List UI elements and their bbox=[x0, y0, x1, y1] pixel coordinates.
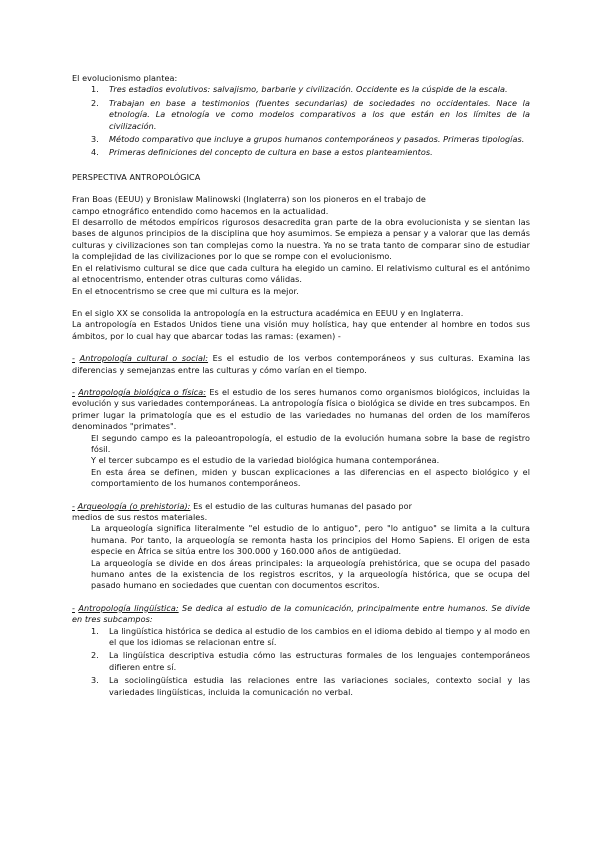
intro-lead: El evolucionismo plantea: bbox=[72, 73, 178, 83]
linguistica-dash: - bbox=[72, 602, 75, 613]
arqueologia-section bbox=[72, 501, 530, 512]
indented-paragraph: El segundo campo es la paleoantropología, el estudio de la evolución humana sobre la base de registro fósil. bbox=[91, 432, 530, 454]
cultural-text: Es el estudio de los verbos contemporáneos y sus culturas. Examina las diferencias y semejanzas entre las culturas y cómo varían en el tiempo. bbox=[72, 353, 531, 375]
biologica-title: Antropología biológica o física: bbox=[78, 386, 207, 397]
linguistica-text: Se dedica al estudio de la comunicación, principalmente entre humanos. Se divide en tres subcampos: bbox=[72, 602, 530, 625]
paragraph: campo etnográfico entendido como hacemos en la actualidad. bbox=[72, 205, 329, 216]
list-item: 1. Tres estadios evolutivos: salvajismo, barbarie y civilización. Occidente es la cúspide de la escala. bbox=[91, 84, 508, 95]
paragraph: La antropología en Estados Unidos tiene una visión muy holística, hay que entender al hombre en todos sus ámbitos, por lo cual hay que abarcar todas las ramas: (examen) - bbox=[72, 319, 530, 341]
list-item: 2. Trabajan en base a testimonios (fuentes secundarias) de sociedades no occidentales. Nace la etnología. La etnología ve como modelos comparativos a los que están en los límites de la civilización. bbox=[91, 97, 530, 131]
indented-paragraph: La arqueología se divide en dos áreas principales: la arqueología prehistórica, que se ocupa del pasado humano antes de la existencia de los registros escritos, y la arqueología histórica, que se ocupa del pasado humano en sociedades que cuentan con documentos escritos. bbox=[91, 557, 530, 591]
cultural-title: Antropología cultural o social: bbox=[79, 353, 209, 364]
biologica-dash: - bbox=[72, 386, 75, 397]
document-body bbox=[72, 73, 530, 700]
indented-paragraph: Y el tercer subcampo es el estudio de la variedad biológica humana contemporánea. bbox=[91, 455, 440, 466]
list-item: 3. Método comparativo que incluye a grupos humanos contemporáneos y pasados. Primeras tipologías. bbox=[91, 134, 525, 145]
cultural-section bbox=[72, 353, 530, 376]
list-item: 2. La lingüística descriptiva estudia cómo las estructuras formales de los lenguajes contemporáneos difieren entre sí. bbox=[91, 650, 530, 672]
biologica-text: Es el estudio de los seres humanos como organismos biológicos, incluidas la evolución y sus variedades contemporáneas. La antropología física o biológica se divide en tres subcampos. En primer lugar la primatología que es el estudio de las variedades no humanas del orden de los mamíferos denominados "primates". bbox=[72, 386, 531, 432]
linguistica-list bbox=[72, 626, 530, 698]
paragraph: En el etnocentrismo se cree que mi cultura es la mejor. bbox=[72, 285, 299, 296]
evolucionismo-list bbox=[72, 84, 530, 158]
paragraph: medios de sus restos materiales. bbox=[72, 512, 208, 522]
linguistica-title: Antropología lingüística: bbox=[78, 602, 179, 613]
paragraph: En el relativismo cultural se dice que cada cultura ha elegido un camino. El relativismo cultural es el antónimo al etnocentrismo, entender otras culturas como válidas. bbox=[72, 262, 530, 285]
list-item: 3. La sociolingüística estudia las relaciones entre las variaciones sociales, contexto social y las variedades lingüísticas, incluida la comunicación no verbal. bbox=[91, 675, 530, 697]
indented-paragraph: En esta área se definen, miden y buscan explicaciones a las diferencias en el aspecto biológico y el comportamiento de los humanos contemporáneos. bbox=[91, 466, 530, 489]
arqueologia-dash: - bbox=[72, 500, 75, 511]
linguistica-section bbox=[72, 603, 530, 626]
arqueologia-text: Es el estudio de las culturas humanas del pasado por bbox=[193, 500, 412, 511]
biologica-section bbox=[72, 387, 530, 433]
indented-paragraph: La arqueología significa literalmente "el estudio de lo antiguo", pero "lo antiguo" se limita a la cultura humana. Por tanto, la arqueología se remonta hasta los principios del Homo Sapiens. El origen de esta especie en África se sitúa entre los 300.000 y 160.000 años de antigüedad. bbox=[91, 523, 530, 557]
section-heading: PERSPECTIVA ANTROPOLÓGICA bbox=[72, 171, 201, 182]
arqueologia-title: Arqueología (o prehistoria): bbox=[77, 500, 191, 511]
paragraph: En el siglo XX se consolida la antropología en la estructura académica en EEUU y en Inglaterra. bbox=[72, 307, 464, 318]
list-item: 4. Primeras definiciones del concepto de cultura en base a estos planteamientos. bbox=[91, 147, 433, 158]
paragraph: Fran Boas (EEUU) y Bronislaw Malinowski (Inglaterra) son los pioneros en el trabajo de bbox=[72, 194, 426, 205]
list-item: 1. La lingüística histórica se dedica al estudio de los cambios en el idioma debido al tiempo y al modo en el que los idiomas se relacionan entre sí. bbox=[91, 625, 530, 648]
cultural-dash: - bbox=[72, 353, 75, 364]
paragraph: El desarrollo de métodos empíricos rigurosos desacredita gran parte de la obra evolucionista y se sientan las bases de algunos principios de la disciplina que hoy asumimos. Se empieza a pensar y a valorar que las demás culturas y civilizaciones son tan complejas como la nuestra. Ya no se trata tanto de comparar sino de estudiar la complejidad de las civilizaciones por lo que se rompe con el evolucionismo. bbox=[72, 217, 530, 262]
